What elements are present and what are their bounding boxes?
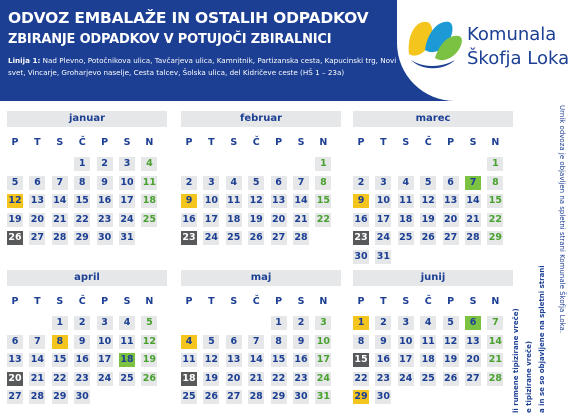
day-cell: 25 (421, 372, 435, 384)
day-cell: 29 (354, 391, 368, 403)
day-cell: 10 (120, 176, 134, 188)
day-cell: 9 (74, 335, 90, 349)
day-cell: 11 (227, 195, 241, 207)
route-label: Linija 1: (8, 56, 41, 65)
day-cell: 27 (30, 232, 44, 244)
day-cell: 30 (376, 391, 390, 403)
day-cell: 26 (204, 391, 218, 403)
day-cell: 10 (376, 195, 390, 207)
day-cell: 23 (75, 372, 89, 384)
day-cell: 20 (466, 354, 480, 366)
legend-note-1: li rumene tipizirane vreče) (512, 308, 520, 413)
day-cell: 16 (182, 213, 196, 225)
day-cell: 15 (53, 354, 67, 366)
day-cell: 24 (97, 372, 112, 384)
day-cell: 24 (376, 232, 390, 244)
day-cell: 7 (248, 335, 264, 349)
day-cell: 6 (271, 176, 287, 190)
day-cell: 20 (8, 372, 22, 384)
weekday-header: P (101, 137, 109, 148)
weekday-header: P (185, 137, 193, 148)
day-cell: 26 (443, 372, 458, 384)
day-cell: 12 (204, 354, 218, 366)
day-cell: 9 (293, 335, 309, 349)
day-cell: 10 (316, 335, 330, 347)
day-cell: 28 (53, 232, 67, 244)
day-cell: 3 (375, 176, 391, 190)
day-cell: 27 (8, 391, 22, 403)
day-cell: 23 (182, 232, 196, 244)
day-cell: 22 (53, 372, 67, 384)
day-cell: 12 (8, 195, 22, 207)
day-cell: 6 (29, 176, 45, 190)
weekday-header: N (145, 296, 154, 307)
day-cell: 16 (376, 354, 390, 366)
weekday-header: P (185, 296, 193, 307)
day-cell: 15 (488, 195, 502, 207)
day-cell: 24 (204, 232, 218, 244)
weekday-header: S (56, 137, 64, 148)
day-cell: 8 (74, 176, 90, 190)
day-cell: 2 (97, 157, 113, 171)
day-cell: 30 (294, 391, 308, 403)
weekday-header: P (101, 296, 109, 307)
day-cell: 31 (316, 391, 330, 403)
day-cell: 12 (249, 195, 263, 207)
day-cell: 25 (227, 232, 241, 244)
day-cell: 19 (142, 354, 156, 366)
day-cell: 31 (376, 251, 390, 262)
page-subtitle: ZBIRANJE ODPADKOV V POTUJOČI ZBIRALNICI (8, 32, 332, 47)
day-cell: 13 (271, 195, 286, 207)
month-title: april (7, 270, 167, 286)
day-cell: 9 (181, 194, 197, 208)
month-title: februar (181, 111, 341, 127)
day-cell: 29 (488, 232, 502, 244)
day-cell: 2 (74, 316, 90, 330)
day-cell: 4 (119, 316, 135, 330)
day-cell: 19 (249, 213, 263, 225)
day-cell: 6 (226, 335, 242, 349)
day-cell: 28 (30, 391, 44, 403)
side-info-label: Urnik odvoza je objavljen na spletni strani Komunale Škofja Loka. (558, 105, 566, 334)
day-cell: 10 (204, 195, 218, 207)
day-cell: 18 (227, 213, 241, 225)
weekday-header: S (123, 296, 131, 307)
day-cell: 1 (271, 316, 287, 330)
day-cell: 24 (316, 372, 330, 384)
weekday-header: Č (78, 296, 86, 307)
weekday-header: N (319, 137, 328, 148)
weekday-header: P (357, 137, 365, 148)
day-cell: 16 (75, 354, 89, 366)
month-title: januar (7, 111, 167, 127)
day-cell: 10 (399, 335, 413, 347)
day-cell: 12 (443, 335, 458, 347)
day-cell: 22 (75, 213, 89, 225)
day-cell: 30 (354, 251, 368, 262)
day-cell: 16 (354, 213, 368, 225)
weekday-header: Č (78, 137, 86, 148)
route-streets: Nad Plevno, Potočnikova ulica, Tavčarjeva ulica, Kamnitnik, Partizanska cesta, Kapucinski trg, Novi svet, Vincarje, Groharjevo naselje, Cesta talcev, Šolska ulica, del Kidričeve ceste (HŠ 1 – 23a) (8, 56, 397, 77)
weekday-header: N (491, 296, 500, 307)
day-cell: 25 (142, 213, 156, 225)
day-cell: 26 (421, 232, 435, 244)
day-cell: 14 (488, 335, 502, 347)
weekday-header: P (447, 137, 455, 148)
day-cell: 31 (120, 232, 134, 244)
day-cell: 13 (227, 354, 241, 366)
day-cell: 8 (52, 335, 68, 349)
day-cell: 3 (119, 157, 135, 171)
day-cell: 9 (375, 335, 391, 349)
day-cell: 5 (248, 176, 264, 190)
day-cell: 20 (227, 372, 241, 384)
month-marec (353, 111, 513, 261)
day-cell: 15 (354, 354, 368, 366)
day-cell: 20 (30, 213, 44, 225)
day-cell: 29 (75, 232, 89, 244)
day-cell: 14 (294, 195, 308, 207)
legend-note-3: a in se so objavljene na spletni strani (538, 265, 546, 413)
day-cell: 5 (7, 176, 23, 190)
day-cell: 2 (353, 176, 369, 190)
day-cell: 3 (203, 176, 219, 190)
day-cell: 8 (271, 335, 287, 349)
komunala-logo-icon (405, 14, 465, 72)
day-cell: 7 (487, 316, 503, 330)
day-cell: 15 (316, 195, 330, 207)
day-cell: 17 (399, 354, 413, 366)
day-cell: 1 (315, 157, 331, 171)
weekday-header: Č (424, 137, 432, 148)
weekday-header: S (230, 296, 238, 307)
page-title: ODVOZ EMBALAŽE IN OSTALIH ODPADKOV (8, 9, 369, 27)
day-cell: 9 (97, 176, 113, 190)
month-februar (181, 111, 341, 261)
day-cell: 1 (353, 316, 369, 330)
day-cell: 22 (488, 213, 502, 225)
day-cell: 4 (398, 176, 414, 190)
day-cell: 24 (399, 372, 413, 384)
day-cell: 2 (375, 316, 391, 330)
day-cell: 18 (182, 372, 196, 384)
day-cell: 17 (204, 213, 218, 225)
legend-note-2: e tipizirane vreče) (525, 340, 533, 413)
day-cell: 28 (466, 232, 480, 244)
weekday-header: S (402, 137, 410, 148)
day-cell: 5 (443, 316, 459, 330)
day-cell: 15 (271, 354, 286, 366)
day-cell: 11 (421, 335, 435, 347)
day-cell: 23 (294, 372, 308, 384)
day-cell: 23 (354, 232, 368, 244)
day-cell: 28 (249, 391, 263, 403)
day-cell: 15 (75, 195, 89, 207)
weekday-header: N (491, 137, 500, 148)
day-cell: 23 (97, 213, 112, 225)
weekday-header: N (145, 137, 154, 148)
day-cell: 11 (182, 354, 196, 366)
day-cell: 14 (30, 354, 44, 366)
day-cell: 7 (29, 335, 45, 349)
day-cell: 29 (53, 391, 67, 403)
day-cell: 22 (354, 372, 368, 384)
weekday-header: T (380, 296, 387, 307)
day-cell: 6 (7, 335, 23, 349)
day-cell: 17 (97, 354, 112, 366)
weekday-header: S (297, 137, 305, 148)
weekday-header: P (11, 296, 19, 307)
weekday-header: S (297, 296, 305, 307)
weekday-header: S (469, 137, 477, 148)
day-cell: 13 (30, 195, 44, 207)
day-cell: 19 (443, 354, 458, 366)
weekday-header: P (447, 296, 455, 307)
day-cell: 30 (97, 232, 112, 244)
day-cell: 4 (141, 157, 157, 171)
day-cell: 17 (120, 195, 134, 207)
day-cell: 27 (466, 372, 480, 384)
month-title: junij (353, 270, 513, 286)
day-cell: 8 (487, 176, 503, 190)
day-cell: 7 (293, 176, 309, 190)
weekday-header: Č (424, 296, 432, 307)
day-cell: 14 (249, 354, 263, 366)
weekday-header: P (275, 137, 283, 148)
weekday-header: T (34, 137, 41, 148)
day-cell: 19 (8, 213, 22, 225)
day-cell: 12 (142, 335, 156, 347)
day-cell: 27 (227, 391, 241, 403)
weekday-header: S (230, 137, 238, 148)
day-cell: 4 (181, 335, 197, 349)
day-cell: 3 (315, 316, 331, 330)
day-cell: 14 (53, 195, 67, 207)
day-cell: 6 (443, 176, 459, 190)
day-cell: 10 (97, 335, 112, 347)
day-cell: 28 (488, 372, 502, 384)
day-cell: 18 (142, 195, 156, 207)
day-cell: 2 (181, 176, 197, 190)
logo-text-line2: Škofja Loka (467, 48, 570, 69)
weekday-header: T (34, 296, 41, 307)
day-cell: 27 (271, 232, 286, 244)
day-cell: 19 (421, 213, 435, 225)
day-cell: 1 (487, 157, 503, 171)
day-cell: 12 (421, 195, 435, 207)
day-cell: 25 (399, 232, 413, 244)
day-cell: 18 (120, 354, 134, 366)
day-cell: 28 (294, 232, 308, 244)
day-cell: 13 (8, 354, 22, 366)
day-cell: 24 (120, 213, 134, 225)
day-cell: 9 (353, 194, 369, 208)
day-cell: 19 (204, 372, 218, 384)
month-title: maj (181, 270, 341, 286)
weekday-header: P (275, 296, 283, 307)
day-cell: 20 (443, 213, 458, 225)
day-cell: 13 (443, 195, 458, 207)
weekday-header: S (123, 137, 131, 148)
weekday-header: T (380, 137, 387, 148)
day-cell: 18 (421, 354, 435, 366)
weekday-header: S (469, 296, 477, 307)
day-cell: 21 (466, 213, 480, 225)
weekday-header: T (208, 296, 215, 307)
month-januar (7, 111, 167, 261)
day-cell: 20 (271, 213, 286, 225)
day-cell: 1 (74, 157, 90, 171)
day-cell: 3 (398, 316, 414, 330)
day-cell: 5 (203, 335, 219, 349)
day-cell: 5 (420, 176, 436, 190)
day-cell: 2 (293, 316, 309, 330)
weekday-header: P (11, 137, 19, 148)
day-cell: 11 (399, 195, 413, 207)
day-cell: 4 (226, 176, 242, 190)
day-cell: 22 (271, 372, 286, 384)
logo-text-line1: Komunala (467, 24, 557, 45)
day-cell: 1 (52, 316, 68, 330)
month-title: marec (353, 111, 513, 127)
weekday-header: T (208, 137, 215, 148)
day-cell: 5 (141, 316, 157, 330)
weekday-header: Č (252, 137, 260, 148)
day-cell: 26 (142, 372, 156, 384)
weekday-header: Č (252, 296, 260, 307)
day-cell: 16 (97, 195, 112, 207)
day-cell: 14 (466, 195, 480, 207)
day-cell: 17 (376, 213, 390, 225)
logo-text (467, 23, 569, 71)
day-cell: 18 (399, 213, 413, 225)
day-cell: 30 (75, 391, 89, 403)
day-cell: 21 (30, 372, 44, 384)
day-cell: 11 (142, 176, 156, 188)
weekday-header: S (56, 296, 64, 307)
side-info-text (554, 105, 568, 334)
day-cell: 11 (120, 335, 134, 347)
day-cell: 25 (120, 372, 134, 384)
day-cell: 16 (294, 354, 308, 366)
logo[interactable] (397, 0, 573, 101)
day-cell: 27 (443, 232, 458, 244)
day-cell: 29 (271, 391, 286, 403)
day-cell: 4 (420, 316, 436, 330)
day-cell: 7 (52, 176, 68, 190)
day-cell: 26 (8, 232, 22, 244)
legend-notes (510, 255, 550, 413)
day-cell: 8 (315, 176, 331, 190)
day-cell: 21 (249, 372, 263, 384)
day-cell: 21 (53, 213, 67, 225)
day-cell: 7 (465, 176, 481, 190)
month-april (7, 270, 167, 413)
day-cell: 3 (97, 316, 113, 330)
day-cell: 17 (316, 354, 330, 366)
weekday-header: N (319, 296, 328, 307)
day-cell: 21 (294, 213, 308, 225)
day-cell: 13 (466, 335, 480, 347)
day-cell: 23 (376, 372, 390, 384)
day-cell: 25 (182, 391, 196, 403)
day-cell: 26 (249, 232, 263, 244)
day-cell: 22 (316, 213, 330, 225)
day-cell: 8 (353, 335, 369, 349)
route-description (8, 55, 408, 78)
day-cell: 21 (488, 354, 502, 366)
day-cell: 6 (465, 316, 481, 330)
weekday-header: P (357, 296, 365, 307)
month-junij (353, 270, 513, 413)
month-maj (181, 270, 341, 413)
weekday-header: S (402, 296, 410, 307)
